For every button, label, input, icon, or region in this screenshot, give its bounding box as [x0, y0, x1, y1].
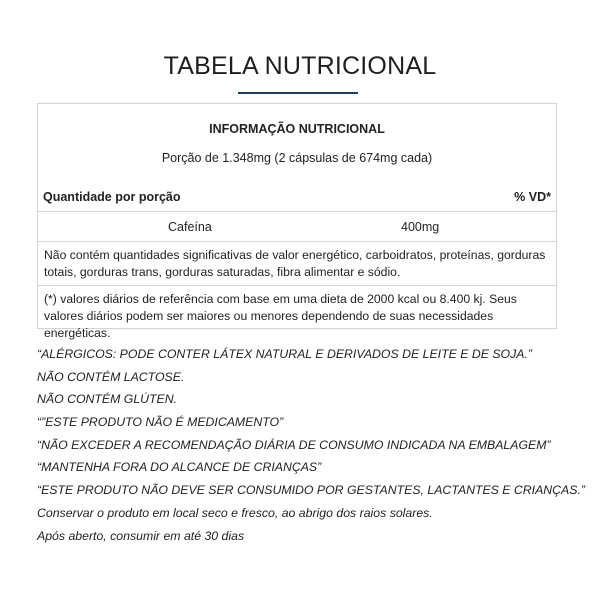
table-heading: INFORMAÇÃO NUTRICIONAL	[209, 122, 385, 136]
title-underline	[238, 92, 358, 94]
list-item: “”ESTE PRODUTO NÃO É MEDICAMENTO”	[37, 415, 284, 430]
nutrient-value: 400mg	[401, 220, 440, 234]
list-item: “MANTENHA FORA DO ALCANCE DE CRIANÇAS”	[37, 460, 322, 475]
page-title: TABELA NUTRICIONAL	[163, 52, 437, 80]
list-item: NÃO CONTÉM GLÚTEN.	[37, 392, 178, 407]
nutrient-name: Cafeína	[168, 220, 212, 234]
list-item: “ALÉRGICOS: PODE CONTER LÁTEX NATURAL E DERIVADOS DE LEITE E DE SOJA.”	[37, 347, 532, 361]
warnings-list	[37, 343, 585, 547]
list-item: NÃO CONTÉM LACTOSE.	[37, 369, 185, 384]
vd-label: % VD*	[514, 190, 551, 204]
table-row	[38, 212, 556, 242]
list-item: “ESTE PRODUTO NÃO DEVE SER CONSUMIDO POR GESTANTES, LACTANTES E CRIANÇAS.”	[37, 483, 585, 498]
list-item: Conservar o produto em local seco e fresco, ao abrigo dos raios solares.	[37, 505, 433, 520]
nutrition-table	[37, 103, 557, 340]
list-item: “NÃO EXCEDER A RECOMENDAÇÃO DIÁRIA DE CONSUMO INDICADA NA EMBALAGEM”	[37, 437, 551, 452]
quantity-label: Quantidade por porção	[43, 190, 181, 204]
quantity-header-row	[38, 186, 556, 212]
list-item: Após aberto, consumir em até 30 dias	[37, 528, 245, 543]
reference-note: (*) valores diários de referência com base em uma dieta de 2000 kcal ou 8.400 kj. Seus valores diários podem ser maiores ou menores dependendo de suas necessidades energéticas.	[44, 292, 517, 340]
portion-text: Porção de 1.348mg (2 cápsulas de 674mg cada)	[161, 151, 433, 165]
insignificant-note: Não contém quantidades significativas de valor energético, carboidratos, proteínas, gorduras totais, gorduras trans, gorduras saturadas, fibra alimentar e sódio.	[38, 242, 556, 286]
